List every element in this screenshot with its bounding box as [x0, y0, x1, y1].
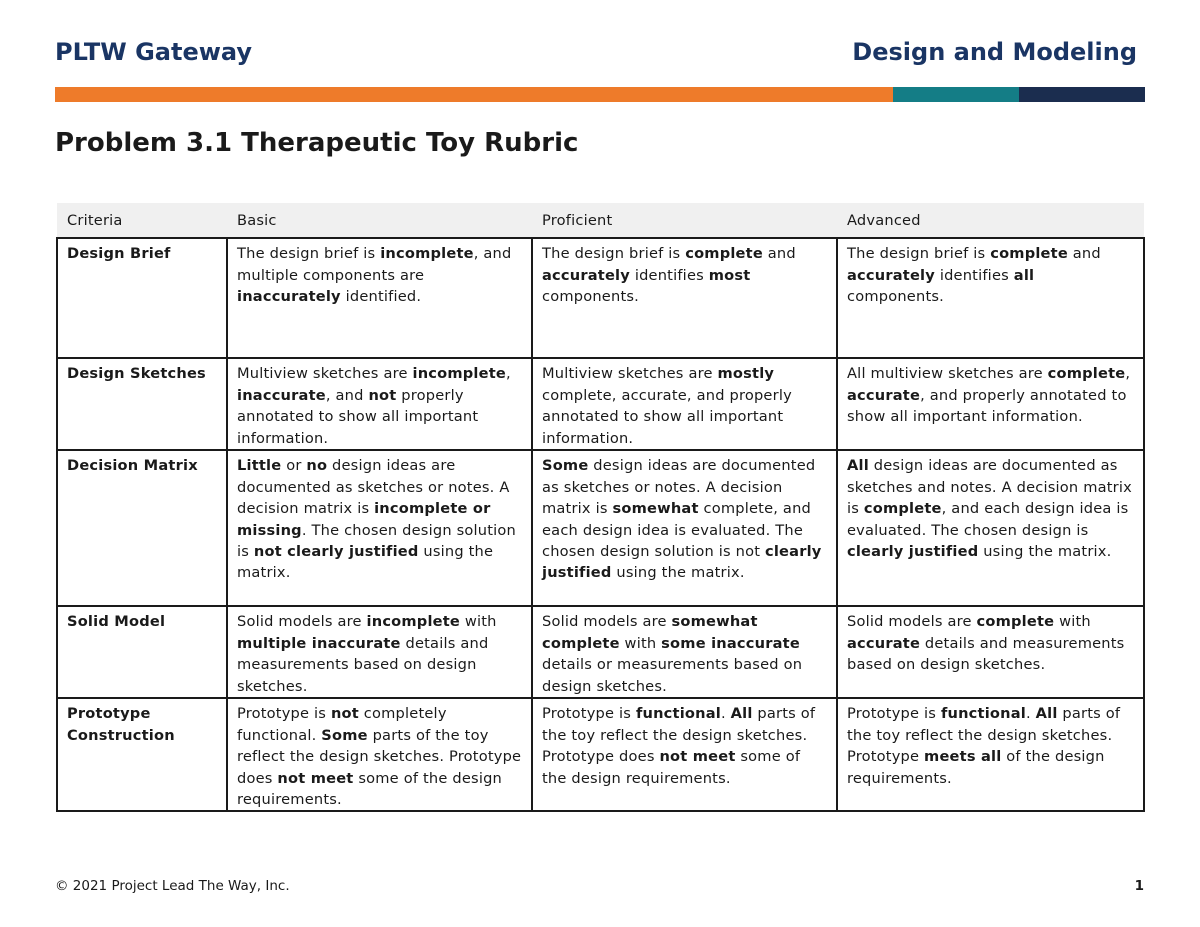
emphasis-text: Some	[321, 726, 368, 744]
emphasis-text: all	[1013, 266, 1035, 284]
emphasis-text: accurate	[847, 386, 921, 404]
emphasis-text: All	[1035, 705, 1058, 723]
brand-title: PLTW Gateway	[55, 38, 253, 66]
table-row	[57, 238, 1144, 358]
emphasis-text: some inaccurate	[661, 634, 800, 652]
table-row	[57, 450, 1144, 606]
color-bar-orange	[55, 87, 893, 102]
proficient-cell: Solid models are somewhat complete with some inaccurate details or measurements based on design sketches.	[532, 606, 837, 698]
emphasis-text: not meet	[659, 748, 736, 766]
emphasis-text: functional	[940, 705, 1026, 723]
emphasis-text: All	[730, 705, 753, 723]
emphasis-text: accurate	[847, 634, 921, 652]
proficient-cell: Multiview sketches are mostly complete, accurate, and properly annotated to show all important information.	[532, 358, 837, 450]
emphasis-text: complete	[990, 245, 1068, 263]
proficient-cell: Prototype is functional. All parts of the toy reflect the design sketches. Prototype does not meet some of the design requirements.	[532, 698, 837, 811]
header-advanced: Advanced	[837, 203, 1144, 238]
basic-cell: Prototype is not completely functional. Some parts of the toy reflect the design sketches. Prototype does not meet some of the design requirements.	[227, 698, 532, 811]
copyright: © 2021 Project Lead The Way, Inc.	[55, 878, 290, 894]
emphasis-text: Some	[542, 457, 589, 475]
emphasis-text: incomplete	[366, 613, 461, 631]
emphasis-text: functional	[635, 705, 721, 723]
advanced-cell: All multiview sketches are complete, accurate, and properly annotated to show all important information.	[837, 358, 1144, 450]
emphasis-text: not	[330, 705, 359, 723]
criteria-cell: Prototype Construction	[57, 698, 227, 811]
emphasis-text: multiple inaccurate	[237, 634, 401, 652]
emphasis-text: inaccurately	[237, 288, 341, 306]
color-bar-navy	[1019, 87, 1145, 102]
emphasis-text: mostly	[717, 365, 775, 383]
page-title: Problem 3.1 Therapeutic Toy Rubric	[55, 128, 579, 158]
color-bar	[55, 87, 1145, 102]
emphasis-text: somewhat complete	[542, 613, 758, 652]
emphasis-text: incomplete	[380, 245, 474, 263]
page-header	[55, 38, 1145, 72]
basic-cell: Multiview sketches are incomplete, inaccurate, and not properly annotated to show all important information.	[227, 358, 532, 450]
emphasis-text: complete	[976, 613, 1055, 631]
emphasis-text: clearly justified	[542, 543, 822, 582]
course-title: Design and Modeling	[852, 38, 1137, 66]
criteria-cell: Design Sketches	[57, 358, 227, 450]
criteria-cell: Solid Model	[57, 606, 227, 698]
emphasis-text: complete	[863, 500, 942, 518]
header-basic: Basic	[227, 203, 532, 238]
basic-cell: Little or no design ideas are documented as sketches or notes. A decision matrix is incomplete or missing. The chosen design solution is not clearly justified using the matrix.	[227, 450, 532, 606]
emphasis-text: most	[708, 266, 751, 284]
emphasis-text: complete	[685, 245, 763, 263]
proficient-cell: The design brief is complete and accurately identifies most components.	[532, 238, 837, 358]
advanced-cell: The design brief is complete and accurately identifies all components.	[837, 238, 1144, 358]
emphasis-text: not meet	[277, 769, 354, 787]
advanced-cell: Solid models are complete with accurate details and measurements based on design sketches.	[837, 606, 1144, 698]
table-header-row	[57, 203, 1144, 238]
basic-cell: Solid models are incomplete with multiple inaccurate details and measurements based on design sketches.	[227, 606, 532, 698]
emphasis-text: clearly justified	[847, 543, 979, 561]
emphasis-text: no	[306, 457, 328, 475]
header-criteria: Criteria	[57, 203, 227, 238]
advanced-cell: Prototype is functional. All parts of the toy reflect the design sketches. Prototype meets all of the design requirements.	[837, 698, 1144, 811]
emphasis-text: complete	[1047, 365, 1126, 383]
header-proficient: Proficient	[532, 203, 837, 238]
criteria-cell: Design Brief	[57, 238, 227, 358]
emphasis-text: incomplete	[412, 365, 506, 383]
rubric-table	[56, 203, 1145, 812]
advanced-cell: All design ideas are documented as sketches and notes. A decision matrix is complete, and each design idea is evaluated. The chosen design is clearly justified using the matrix.	[837, 450, 1144, 606]
emphasis-text: All	[847, 457, 869, 475]
table-row	[57, 358, 1144, 450]
emphasis-text: somewhat	[612, 500, 699, 518]
criteria-cell: Decision Matrix	[57, 450, 227, 606]
emphasis-text: not clearly justified	[253, 543, 419, 561]
color-bar-teal	[893, 87, 1019, 102]
page-number: 1	[1134, 878, 1144, 894]
emphasis-text: incomplete or missing	[237, 500, 491, 539]
emphasis-text: accurately	[542, 266, 630, 284]
emphasis-text: accurately	[847, 266, 935, 284]
basic-cell: The design brief is incomplete, and multiple components are inaccurately identified.	[227, 238, 532, 358]
table-row	[57, 606, 1144, 698]
emphasis-text: inaccurate	[237, 386, 326, 404]
emphasis-text: Little	[237, 457, 282, 475]
emphasis-text: meets all	[924, 748, 1002, 766]
table-row	[57, 698, 1144, 811]
proficient-cell: Some design ideas are documented as sketches or notes. A decision matrix is somewhat complete, and each design idea is evaluated. The chosen design solution is not clearly justified using the matrix.	[532, 450, 837, 606]
emphasis-text: not	[368, 386, 397, 404]
